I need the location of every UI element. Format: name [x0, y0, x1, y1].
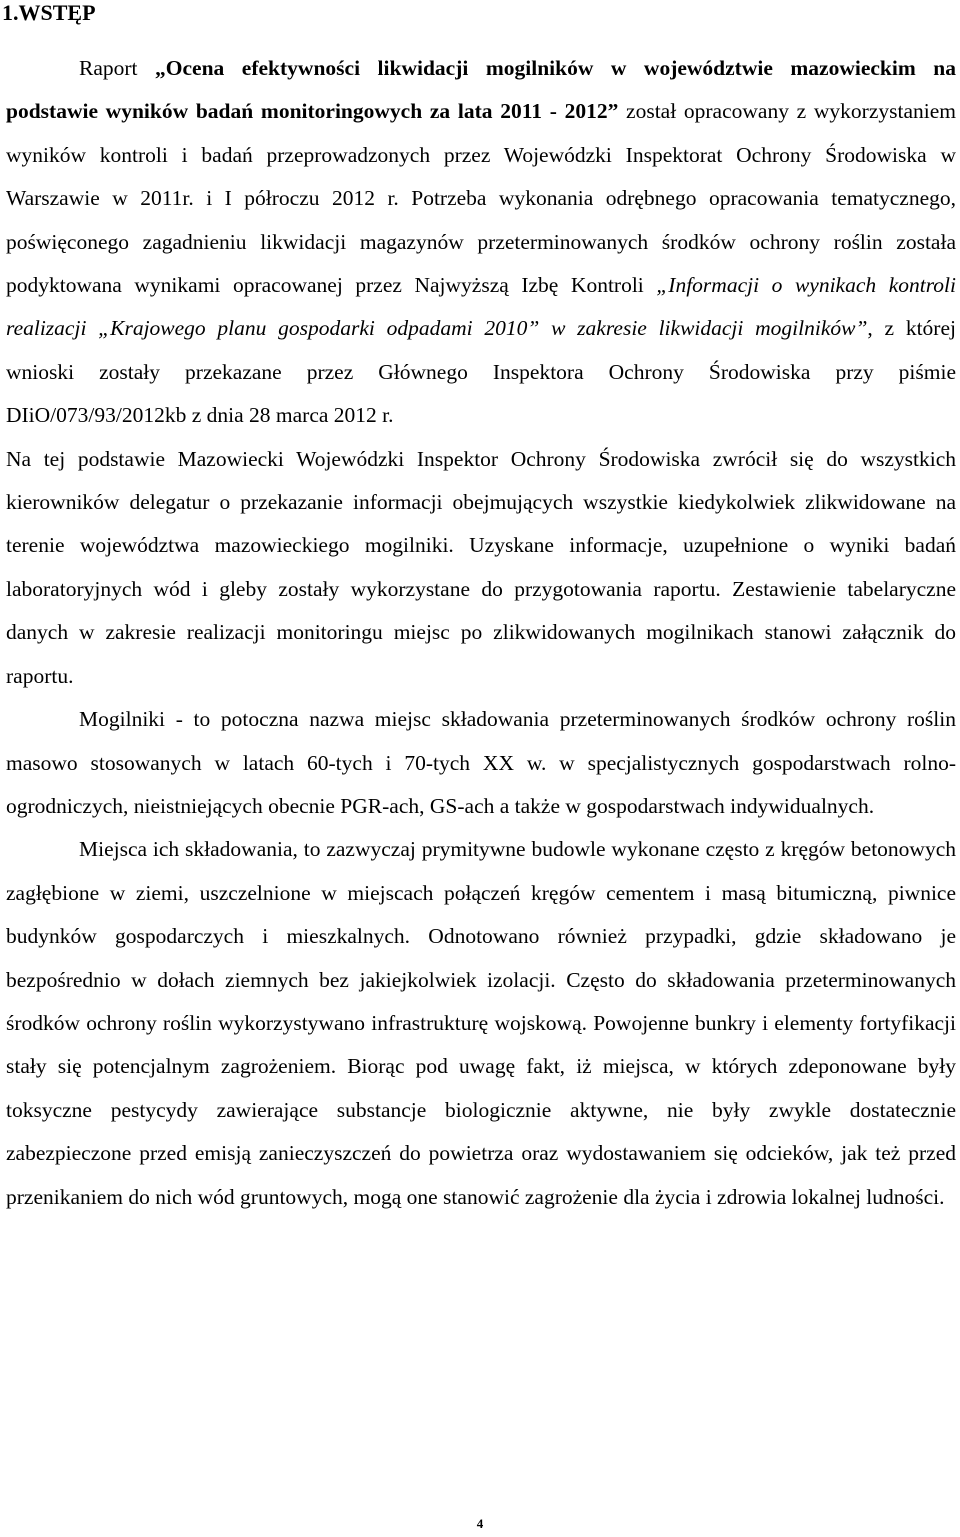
nik-document-title: „Informacji o wynikach kontroli realizacji „Krajowego planu gospodarki odpadami 2010” w zakresie likwidacji mogilników”: [6, 273, 956, 341]
paragraph-intro: [6, 47, 956, 438]
document-body: [6, 47, 956, 1219]
intro-text-end: , z której wnioski zostały przekazane przez Głównego Inspektora Ochrony Środowiska przy piśmie DIiO/073/93/2012kb z dnia 28 marca 2012 r.: [6, 316, 956, 428]
paragraph-mogilniki-definition: Mogilniki - to potoczna nazwa miejsc składowania przeterminowanych środków ochrony roślin masowo stosowanych w latach 60-tych i 70-tych XX w. w specjalistycznych gospodarstwach rolno-ogrodniczych, nieistniejących obecnie PGR-ach, GS-ach a także w gospodarstwach indywidualnych.: [6, 707, 956, 818]
page-number: 4: [476, 1516, 484, 1531]
paragraph-basis: Na tej podstawie Mazowiecki Wojewódzki Inspektor Ochrony Środowiska zwrócił się do wszystkich kierowników delegatur o przekazanie informacji obejmujących wszystkie kiedykolwiek zlikwidowane na terenie województwa mazowieckiego mogilniki. Uzyskane informacje, uzupełnione o wyniki badań laboratoryjnych wód i gleby zostały wykorzystane do przygotowania raportu. Zestawienie tabelaryczne danych w zakresie realizacji monitoringu miejsc po zlikwidowanych mogilnikach stanowi załącznik do raportu.: [6, 446, 956, 688]
section-heading: 1.WSTĘP: [2, 0, 96, 25]
paragraph-storage-sites: Miejsca ich składowania, to zazwyczaj prymitywne budowle wykonane często z kręgów betonowych zagłębione w ziemi, uszczelnione w miejscach połączeń kręgów cementem i masą bitumiczną, piwnice budynków gospodarczych i mieszkalnych. Odnotowano również przypadki, gdzie składowano je bezpośrednio w dołach ziemnych bez jakiejkolwiek izolacji. Często do składowania przeterminowanych środków ochrony roślin wykorzystywano infrastrukturę wojskową. Powojenne bunkry i elementy fortyfikacji stały się potencjalnym zagrożeniem. Biorąc pod uwagę fakt, iż miejsca, w których zdeponowane były toksyczne pestycydy zawierające substancje biologicznie aktywne, nie były zwykle dostatecznie zabezpieczone przed emisją zanieczyszczeń do powietrza oraz wydostawaniem się odcieków, jak też przed przenikaniem do nich wód gruntowych, mogą one stanowić zagrożenie dla życia i zdrowia lokalnej ludności.: [6, 837, 956, 1209]
intro-text-middle: został opracowany z wykorzystaniem wyników kontroli i badań przeprowadzonych przez Wojewódzki Inspektorat Ochrony Środowiska w Warszawie w 2011r. i I półroczu 2012 r. Potrzeba wykonania odrębnego opracowania tematycznego, poświęconego zagadnieniu likwidacji magazynów przeterminowanych środków ochrony roślin została podyktowana wynikami opracowanej przez Najwyższą Izbę Kontroli: [6, 99, 956, 298]
intro-text-start: Raport: [79, 56, 156, 80]
report-title: „Ocena efektywności likwidacji mogilników w województwie mazowieckim na podstawie wyników badań monitoringowych za lata 2011 - 2012”: [6, 56, 956, 124]
